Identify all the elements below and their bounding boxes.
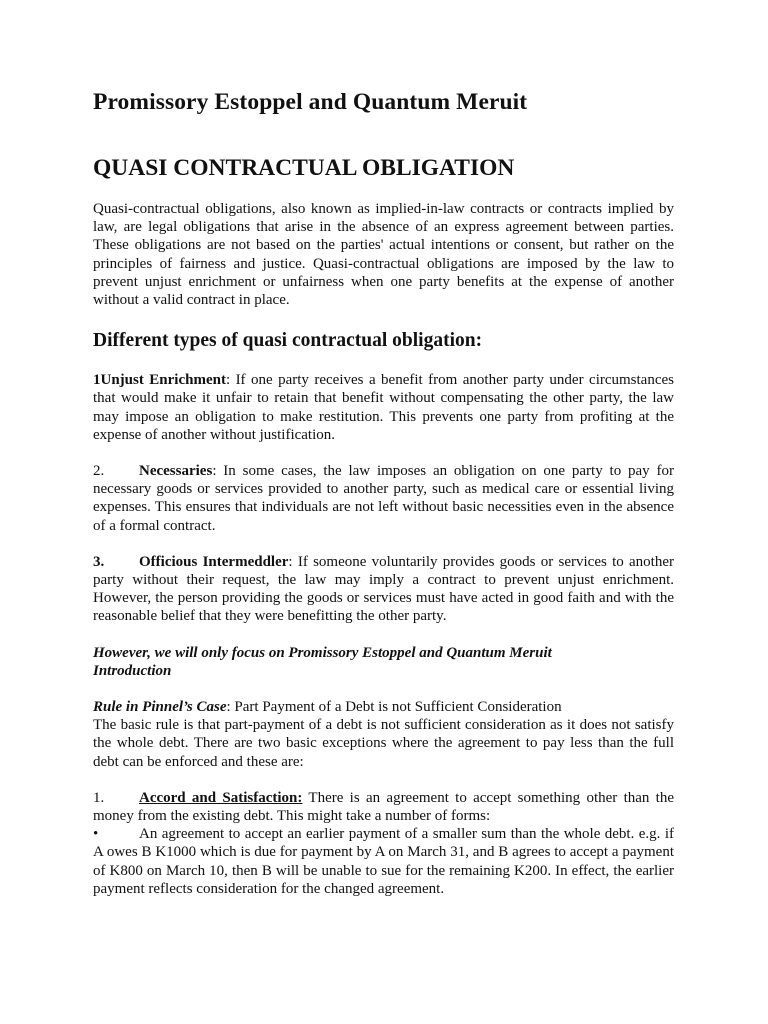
focus-note: [93, 644, 674, 680]
document-page: [93, 84, 674, 898]
type-term: Necessaries: [139, 463, 213, 480]
accord-term: Accord and Satisfaction:: [139, 789, 303, 806]
type-text: : In some cases, the law imposes an obligation on one party to pay for necessary goods or services provided to another party, such as medical care or essential living expenses. This ensures that individuals are not left without basic necessities even in the absence of a formal contract.: [93, 463, 674, 534]
intro-paragraph: Quasi-contractual obligations, also known as implied-in-law contracts or contracts implied by law, are legal obligations that arise in the absence of an express agreement between parties. These obligations are not based on the parties' actual intentions or consent, but rather on the principles of fairness and justice. Quasi-contractual obligations are imposed by the law to prevent unjust enrichment or unfairness when one party benefits at the expense of another without a valid contract in place.: [93, 201, 674, 309]
accord-item: [93, 789, 674, 825]
bullet-symbol: •: [93, 826, 99, 843]
type-text: : If someone voluntarily provides goods or services to another party without their request, the law may imply a contract to prevent unjust enrichment. However, the person providing the goods or services must have acted in good faith and with the reasonable belief that they were benefitting the other party.: [93, 553, 675, 625]
type-item-necessaries: [93, 462, 674, 535]
type-number: 3.: [93, 553, 105, 570]
type-text: : If one party receives a benefit from another party under circumstances that would make it unfair to retain that benefit without compensating the other party, the law may impose an obligation to make restitution. This prevents one party from profiting at the expense of another without justification.: [93, 372, 674, 443]
type-item-officious-intermeddler: [93, 553, 674, 626]
accord-number: 1.: [93, 789, 105, 806]
pinnel-text: : Part Payment of a Debt is not Sufficient Consideration: [226, 699, 562, 716]
basic-rule-paragraph: The basic rule is that part-payment of a debt is not sufficient consideration as it does not satisfy the whole debt. There are two basic exceptions where the agreement to pay less than the full debt can be enforced and these are:: [93, 717, 674, 770]
type-term: Officious Intermeddler: [139, 553, 289, 570]
heading-types: Different types of quasi contractual obligation:: [93, 330, 483, 352]
accord-text: There is an agreement to accept something other than the money from the existing debt. This might take a number of forms:: [93, 789, 675, 825]
pinnel-heading: [93, 698, 674, 716]
focus-line: However, we will only focus on Promissory Estoppel and Quantum Meruit: [93, 644, 552, 661]
document-title: Promissory Estoppel and Quantum Meruit: [93, 89, 528, 115]
type-term: Unjust Enrichment: [100, 372, 226, 389]
heading-quasi-contractual: QUASI CONTRACTUAL OBLIGATION: [93, 155, 515, 181]
type-number: 1: [93, 372, 101, 389]
type-number: 2.: [93, 463, 105, 480]
introduction-label: Introduction: [93, 662, 172, 679]
bullet-text: An agreement to accept an earlier payment of a smaller sum than the whole debt. e.g. if A owes B K1000 which is due for payment by A on March 31, and B agrees to accept a payment of K800 on March 10, then B will be unable to sue for the remaining K200. In effect, the earlier payment reflects consideration for the changed agreement.: [93, 826, 674, 897]
pinnel-term: Rule in Pinnel’s Case: [93, 699, 227, 716]
type-item-unjust-enrichment: [93, 371, 674, 444]
bullet-item: [93, 825, 674, 898]
